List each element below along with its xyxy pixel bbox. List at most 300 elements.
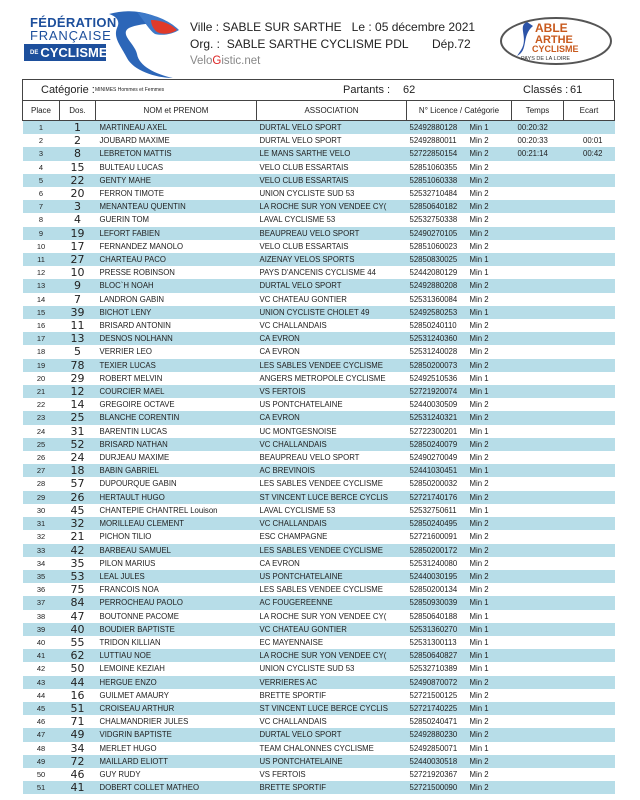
ecart-cell: [564, 742, 615, 755]
ecart-cell: [564, 279, 615, 292]
licence-category: Min 2: [469, 783, 489, 793]
table-row: [23, 781, 615, 794]
dos-cell: 22: [60, 174, 96, 187]
partants-label: Partants :: [343, 84, 391, 96]
licence-number: 52492880208: [409, 281, 458, 291]
association-cell: ESC CHAMPAGNE: [257, 530, 407, 543]
licence-category: Min 1: [469, 387, 489, 397]
licence-cell: [407, 359, 512, 372]
table-row: [23, 689, 615, 702]
licence-number: 52531360084: [409, 294, 458, 304]
licence-cell: [407, 728, 512, 741]
ecart-cell: [564, 306, 615, 319]
place-cell: 13: [23, 279, 60, 292]
name-cell: DURJEAU MAXIME: [96, 451, 257, 464]
licence-number: 52850200134: [409, 585, 458, 595]
temps-cell: [512, 345, 564, 358]
ecart-cell: [564, 504, 615, 517]
place-cell: 1: [23, 121, 60, 135]
name-cell: BICHOT LENY: [96, 306, 257, 319]
name-cell: BLOC`H NOAH: [96, 279, 257, 292]
name-cell: BABIN GABRIEL: [96, 464, 257, 477]
place-cell: 45: [23, 702, 60, 715]
temps-cell: [512, 253, 564, 266]
ecart-cell: [564, 332, 615, 345]
licence-cell: [407, 372, 512, 385]
date-label: Le :: [351, 20, 372, 34]
ecart-cell: [564, 491, 615, 504]
licence-cell: [407, 319, 512, 332]
date-value: 05 décembre 2021: [375, 20, 476, 34]
place-cell: 34: [23, 557, 60, 570]
licence-category: Min 2: [469, 677, 489, 687]
licence-category: Min 2: [469, 228, 489, 238]
place-cell: 9: [23, 227, 60, 240]
temps-cell: [512, 781, 564, 794]
temps-cell: [512, 715, 564, 728]
table-row: [23, 372, 615, 385]
licence-number: 52492850071: [409, 743, 458, 753]
veloGistic-link[interactable]: [190, 55, 260, 67]
licence-cell: [407, 742, 512, 755]
col-ecart: Ecart: [564, 101, 615, 121]
association-cell: UC MONTGESNOISE: [257, 425, 407, 438]
licence-category: Min 1: [469, 505, 489, 515]
name-cell: COURCIER MAEL: [96, 385, 257, 398]
club-logo-line3: CYCLISME: [532, 44, 579, 54]
temps-cell: [512, 477, 564, 490]
licence-number: 52441030451: [409, 466, 458, 476]
ecart-cell: [564, 781, 615, 794]
dos-cell: 21: [60, 530, 96, 543]
licence-cell: [407, 161, 512, 174]
licence-number: 52721740176: [409, 492, 458, 502]
ecart-cell: [564, 623, 615, 636]
association-cell: BRETTE SPORTIF: [257, 781, 407, 794]
place-cell: 14: [23, 293, 60, 306]
association-cell: VS FERTOIS: [257, 768, 407, 781]
licence-category: Min 2: [469, 453, 489, 463]
licence-number: 52490270105: [409, 228, 458, 238]
association-cell: DURTAL VELO SPORT: [257, 279, 407, 292]
place-cell: 16: [23, 319, 60, 332]
temps-cell: [512, 662, 564, 675]
licence-cell: [407, 610, 512, 623]
association-cell: UNION CYCLISTE SUD 53: [257, 662, 407, 675]
ecart-cell: [564, 319, 615, 332]
name-cell: BARBEAU SAMUEL: [96, 544, 257, 557]
name-cell: BLANCHE CORENTIN: [96, 411, 257, 424]
licence-cell: [407, 464, 512, 477]
name-cell: LEFORT FABIEN: [96, 227, 257, 240]
place-cell: 2: [23, 134, 60, 147]
dos-cell: 27: [60, 253, 96, 266]
association-cell: LES SABLES VENDEE CYCLISME: [257, 359, 407, 372]
licence-number: 52850930039: [409, 598, 458, 608]
table-row: [23, 649, 615, 662]
licence-category: Min 2: [469, 215, 489, 225]
place-cell: 42: [23, 662, 60, 675]
licence-number: 52850200032: [409, 479, 458, 489]
licence-number: 52492880230: [409, 730, 458, 740]
licence-number: 52492880011: [409, 136, 457, 146]
place-cell: 40: [23, 636, 60, 649]
dos-cell: 2: [60, 134, 96, 147]
place-cell: 10: [23, 240, 60, 253]
temps-cell: [512, 702, 564, 715]
temps-cell: [512, 279, 564, 292]
table-row: [23, 438, 615, 451]
ecart-cell: [564, 768, 615, 781]
licence-number: 52850240079: [409, 439, 458, 449]
association-cell: AIZENAY VELOS SPORTS: [257, 253, 407, 266]
temps-cell: [512, 504, 564, 517]
place-cell: 28: [23, 477, 60, 490]
ecart-cell: [564, 662, 615, 675]
place-cell: 44: [23, 689, 60, 702]
licence-cell: [407, 636, 512, 649]
licence-category: Min 1: [469, 651, 489, 661]
place-cell: 5: [23, 174, 60, 187]
association-cell: LA ROCHE SUR YON VENDEE CY(: [257, 649, 407, 662]
dos-cell: 9: [60, 279, 96, 292]
place-cell: 51: [23, 781, 60, 794]
association-cell: LA ROCHE SUR YON VENDEE CY(: [257, 610, 407, 623]
name-cell: MENANTEAU QUENTIN: [96, 200, 257, 213]
place-cell: 23: [23, 411, 60, 424]
temps-cell: [512, 689, 564, 702]
licence-category: Min 2: [469, 241, 489, 251]
dos-cell: 53: [60, 570, 96, 583]
dos-cell: 35: [60, 557, 96, 570]
licence-category: Min 1: [469, 466, 489, 476]
dos-cell: 26: [60, 491, 96, 504]
place-cell: 33: [23, 544, 60, 557]
licence-cell: [407, 332, 512, 345]
licence-cell: [407, 279, 512, 292]
licence-category: Min 1: [469, 611, 489, 621]
ecart-cell: [564, 187, 615, 200]
temps-cell: [512, 372, 564, 385]
dos-cell: 8: [60, 147, 96, 160]
name-cell: LEBRETON MATTIS: [96, 147, 257, 160]
ecart-cell: [564, 174, 615, 187]
place-cell: 21: [23, 385, 60, 398]
association-cell: AC BREVINOIS: [257, 464, 407, 477]
ecart-cell: [564, 425, 615, 438]
dos-cell: 78: [60, 359, 96, 372]
licence-number: 52532750611: [409, 505, 457, 515]
site-pre: Velo: [190, 55, 213, 67]
dos-cell: 71: [60, 715, 96, 728]
ecart-cell: [564, 385, 615, 398]
dos-cell: 51: [60, 702, 96, 715]
licence-number: 52531360270: [409, 624, 458, 634]
association-cell: ST VINCENT LUCE BERCE CYCLIS: [257, 702, 407, 715]
dos-cell: 46: [60, 768, 96, 781]
temps-cell: [512, 425, 564, 438]
dos-cell: 12: [60, 385, 96, 398]
licence-category: Min 2: [469, 532, 489, 542]
licence-number: 52531240028: [409, 347, 458, 357]
licence-number: 52850200073: [409, 360, 458, 370]
table-row: [23, 451, 615, 464]
temps-cell: [512, 293, 564, 306]
dos-cell: 32: [60, 517, 96, 530]
place-cell: 8: [23, 213, 60, 226]
ecart-cell: [564, 372, 615, 385]
dos-cell: 5: [60, 345, 96, 358]
temps-cell: [512, 451, 564, 464]
table-row: [23, 253, 615, 266]
association-cell: LES SABLES VENDEE CYCLISME: [257, 583, 407, 596]
dos-cell: 57: [60, 477, 96, 490]
table-row: [23, 728, 615, 741]
licence-cell: [407, 345, 512, 358]
place-cell: 4: [23, 161, 60, 174]
association-cell: DURTAL VELO SPORT: [257, 121, 407, 135]
place-cell: 47: [23, 728, 60, 741]
table-row: [23, 662, 615, 675]
table-row: [23, 213, 615, 226]
dos-cell: 14: [60, 398, 96, 411]
ecart-cell: [564, 649, 615, 662]
licence-cell: [407, 213, 512, 226]
association-cell: US PONTCHATELAINE: [257, 755, 407, 768]
name-cell: PILON MARIUS: [96, 557, 257, 570]
association-cell: UNION CYCLISTE CHOLET 49: [257, 306, 407, 319]
dos-cell: 72: [60, 755, 96, 768]
temps-cell: [512, 200, 564, 213]
ecart-cell: [564, 702, 615, 715]
licence-cell: [407, 517, 512, 530]
association-cell: PAYS D'ANCENIS CYCLISME 44: [257, 266, 407, 279]
dos-cell: 42: [60, 544, 96, 557]
ecart-cell: [564, 583, 615, 596]
table-row: [23, 240, 615, 253]
dos-cell: 29: [60, 372, 96, 385]
association-cell: VERRIERES AC: [257, 676, 407, 689]
dos-cell: 39: [60, 306, 96, 319]
place-cell: 48: [23, 742, 60, 755]
table-row: [23, 623, 615, 636]
licence-category: Min 2: [469, 334, 489, 344]
temps-cell: [512, 649, 564, 662]
name-cell: GREGOIRE OCTAVE: [96, 398, 257, 411]
licence-cell: [407, 662, 512, 675]
licence-cell: [407, 623, 512, 636]
ecart-cell: [564, 557, 615, 570]
table-row: [23, 676, 615, 689]
place-cell: 11: [23, 253, 60, 266]
dos-cell: 13: [60, 332, 96, 345]
temps-cell: 00:20:32: [512, 121, 564, 135]
temps-cell: [512, 636, 564, 649]
licence-number: 52490270049: [409, 453, 458, 463]
dos-cell: 52: [60, 438, 96, 451]
place-cell: 20: [23, 372, 60, 385]
association-cell: CA EVRON: [257, 557, 407, 570]
dos-cell: 55: [60, 636, 96, 649]
licence-cell: [407, 557, 512, 570]
name-cell: FERRON TIMOTE: [96, 187, 257, 200]
temps-cell: [512, 596, 564, 609]
place-cell: 26: [23, 451, 60, 464]
association-cell: CA EVRON: [257, 345, 407, 358]
ecart-cell: [564, 240, 615, 253]
club-logo-line4: PAYS DE LA LOIRE: [521, 56, 571, 62]
ecart-cell: [564, 544, 615, 557]
licence-number: 52492880128: [409, 123, 458, 132]
name-cell: MARTINEAU AXEL: [96, 121, 257, 135]
licence-cell: [407, 398, 512, 411]
dos-cell: 25: [60, 411, 96, 424]
licence-category: Min 2: [469, 769, 489, 779]
table-row: [23, 715, 615, 728]
licence-category: Min 2: [469, 717, 489, 727]
licence-cell: [407, 253, 512, 266]
licence-cell: [407, 583, 512, 596]
sable-sarthe-cyclisme-logo: [499, 16, 613, 66]
association-cell: LAVAL CYCLISME 53: [257, 504, 407, 517]
temps-cell: [512, 517, 564, 530]
licence-number: 52492580253: [409, 307, 458, 317]
licence-number: 52850240110: [409, 321, 457, 331]
licence-number: 52851060338: [409, 175, 458, 185]
ecart-cell: [564, 213, 615, 226]
ville-value: SABLE SUR SARTHE: [222, 20, 342, 34]
association-cell: LES SABLES VENDEE CYCLISME: [257, 477, 407, 490]
dos-cell: 1: [60, 121, 96, 135]
temps-cell: 00:20:33: [512, 134, 564, 147]
col-temps: Temps: [512, 101, 564, 121]
dos-cell: 62: [60, 649, 96, 662]
licence-cell: [407, 491, 512, 504]
licence-number: 52721920074: [409, 387, 458, 397]
table-row: [23, 517, 615, 530]
licence-cell: [407, 200, 512, 213]
name-cell: LEAL JULES: [96, 570, 257, 583]
place-cell: 29: [23, 491, 60, 504]
table-row: [23, 557, 615, 570]
temps-cell: [512, 610, 564, 623]
temps-cell: [512, 385, 564, 398]
dos-cell: 11: [60, 319, 96, 332]
categorie-value: MINIMES Hommes et Femmes: [95, 87, 165, 93]
table-row: [23, 147, 615, 160]
temps-cell: [512, 161, 564, 174]
temps-cell: [512, 227, 564, 240]
licence-category: Min 1: [469, 268, 489, 278]
table-row: [23, 610, 615, 623]
partants-value: 62: [403, 84, 416, 96]
licence-cell: [407, 544, 512, 557]
name-cell: MAILLARD ELIOTT: [96, 755, 257, 768]
name-cell: DUPOURQUE GABIN: [96, 477, 257, 490]
temps-cell: [512, 491, 564, 504]
licence-category: Min 2: [469, 730, 489, 740]
licence-cell: [407, 266, 512, 279]
licence-number: 52721500125: [409, 690, 458, 700]
name-cell: GUERIN TOM: [96, 213, 257, 226]
association-cell: VS FERTOIS: [257, 385, 407, 398]
ecart-cell: [564, 266, 615, 279]
name-cell: GENTY MAHE: [96, 174, 257, 187]
licence-number: 52850830025: [409, 255, 458, 265]
table-row: [23, 596, 615, 609]
table-row: [23, 636, 615, 649]
name-cell: HERTAULT HUGO: [96, 491, 257, 504]
table-row: [23, 279, 615, 292]
temps-cell: [512, 319, 564, 332]
category-bar: [22, 79, 614, 101]
licence-category: Min 2: [469, 136, 489, 146]
place-cell: 24: [23, 425, 60, 438]
place-cell: 18: [23, 345, 60, 358]
name-cell: GUILMET AMAURY: [96, 689, 257, 702]
name-cell: LEMOINE KEZIAH: [96, 662, 257, 675]
name-cell: ROBERT MELVIN: [96, 372, 257, 385]
temps-cell: [512, 464, 564, 477]
temps-cell: [512, 332, 564, 345]
temps-cell: [512, 623, 564, 636]
ecart-cell: [564, 517, 615, 530]
licence-category: Min 2: [469, 400, 489, 410]
table-row: [23, 570, 615, 583]
association-cell: UNION CYCLISTE SUD 53: [257, 187, 407, 200]
licence-cell: [407, 649, 512, 662]
dos-cell: 49: [60, 728, 96, 741]
name-cell: PERROCHEAU PAOLO: [96, 596, 257, 609]
licence-cell: [407, 477, 512, 490]
name-cell: FRANCOIS NOA: [96, 583, 257, 596]
licence-number: 52531240360: [409, 334, 458, 344]
dos-cell: 18: [60, 464, 96, 477]
place-cell: 6: [23, 187, 60, 200]
ecart-cell: [564, 293, 615, 306]
ecart-cell: [564, 570, 615, 583]
licence-category: Min 2: [469, 175, 489, 185]
association-cell: VC CHALLANDAIS: [257, 438, 407, 451]
licence-category: Min 1: [469, 123, 489, 132]
table-row: [23, 464, 615, 477]
licence-category: Min 2: [469, 585, 489, 595]
ville-label: Ville :: [190, 20, 220, 34]
place-cell: 12: [23, 266, 60, 279]
licence-cell: [407, 134, 512, 147]
licence-number: 52531240321: [409, 413, 458, 423]
dos-cell: 75: [60, 583, 96, 596]
association-cell: CA EVRON: [257, 332, 407, 345]
licence-category: Min 1: [469, 637, 489, 647]
name-cell: CROISEAU ARTHUR: [96, 702, 257, 715]
licence-category: Min 2: [469, 189, 489, 199]
temps-cell: [512, 306, 564, 319]
dos-cell: 31: [60, 425, 96, 438]
licence-cell: [407, 240, 512, 253]
licence-cell: [407, 227, 512, 240]
association-cell: DURTAL VELO SPORT: [257, 134, 407, 147]
ecart-cell: 00:42: [564, 147, 615, 160]
ecart-cell: [564, 398, 615, 411]
table-row: [23, 477, 615, 490]
licence-category: Min 2: [469, 347, 489, 357]
licence-category: Min 2: [469, 492, 489, 502]
place-cell: 38: [23, 610, 60, 623]
dos-cell: 84: [60, 596, 96, 609]
licence-category: Min 2: [469, 360, 489, 370]
licence-number: 52492510536: [409, 373, 458, 383]
